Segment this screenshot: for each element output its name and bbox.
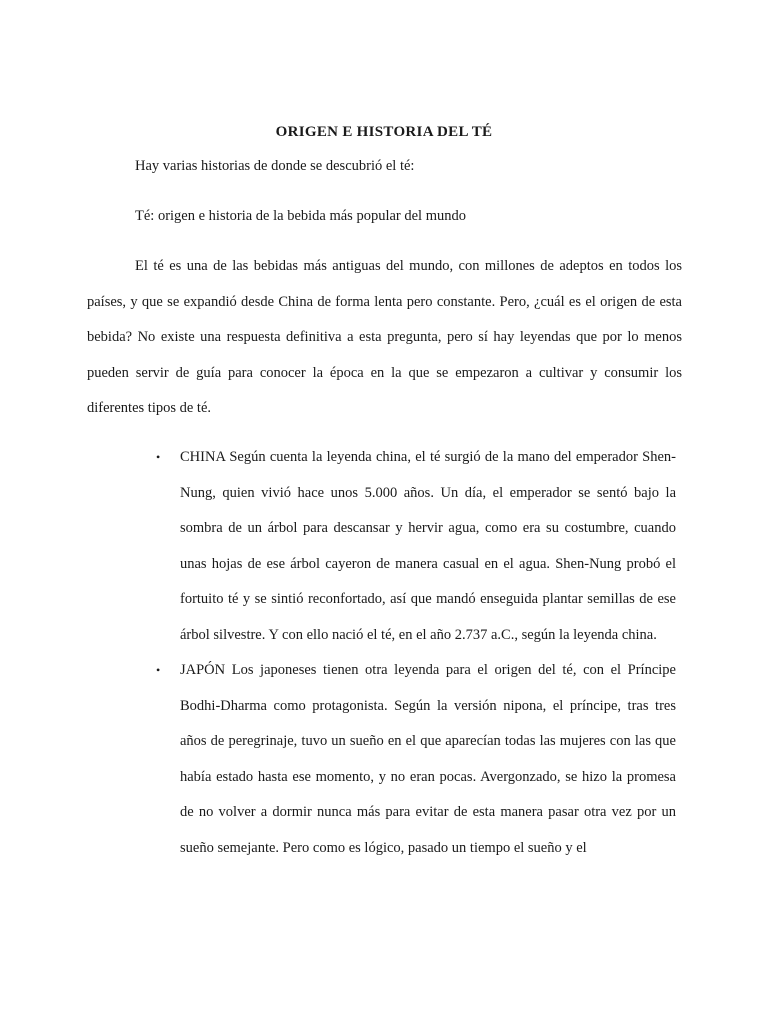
document-title: ORIGEN E HISTORIA DEL TÉ [275, 124, 493, 140]
bullet-icon: • [156, 450, 161, 464]
list-item-china [156, 440, 676, 653]
legend-bullet-list [156, 440, 676, 866]
list-item-text: CHINA Según cuenta la leyenda china, el té surgió de la mano del emperador Shen-Nung, quien vivió hace unos 5.000 años. Un día, el emperador se sentó bajo la sombra de un árbol para descansar y hervir agua, como era su costumbre, cuando unas hojas de ese árbol cayeron de manera casual en el agua. Shen-Nung probó el fortuito té y se sintió reconfortado, así que mandó enseguida plantar semillas de ese árbol silvestre. Y con ello nació el té, en el año 2.737 a.C., según la leyenda china. [180, 449, 676, 643]
intro-line: Hay varias historias de donde se descubrió el té: [135, 158, 415, 174]
bullet-icon: • [156, 663, 161, 677]
body-paragraph: El té es una de las bebidas más antiguas del mundo, con millones de adeptos en todos los países, y que se expandió desde China de forma lenta pero constante. Pero, ¿cuál es el origen de esta bebida? No existe una respuesta definitiva a esta pregunta, pero sí hay leyendas que por lo menos pueden servir de guía para conocer la época en la que se empezaron a cultivar y consumir los diferentes tipos de té. [87, 258, 682, 416]
list-item-japon [156, 653, 676, 866]
list-item-text: JAPÓN Los japoneses tienen otra leyenda para el origen del té, con el Príncipe Bodhi-Dharma como protagonista. Según la versión nipona, el príncipe, tras tres años de peregrinaje, tuvo un sueño en el que aparecían todas las mujeres con las que había estado hasta ese momento, y no eran pocas. Avergonzado, se hizo la promesa de no volver a dormir nunca más para evitar de esta manera pasar otra vez por un sueño semejante. Pero como es lógico, pasado un tiempo el sueño y el [180, 662, 676, 856]
subtitle-line: Té: origen e historia de la bebida más popular del mundo [135, 208, 466, 224]
